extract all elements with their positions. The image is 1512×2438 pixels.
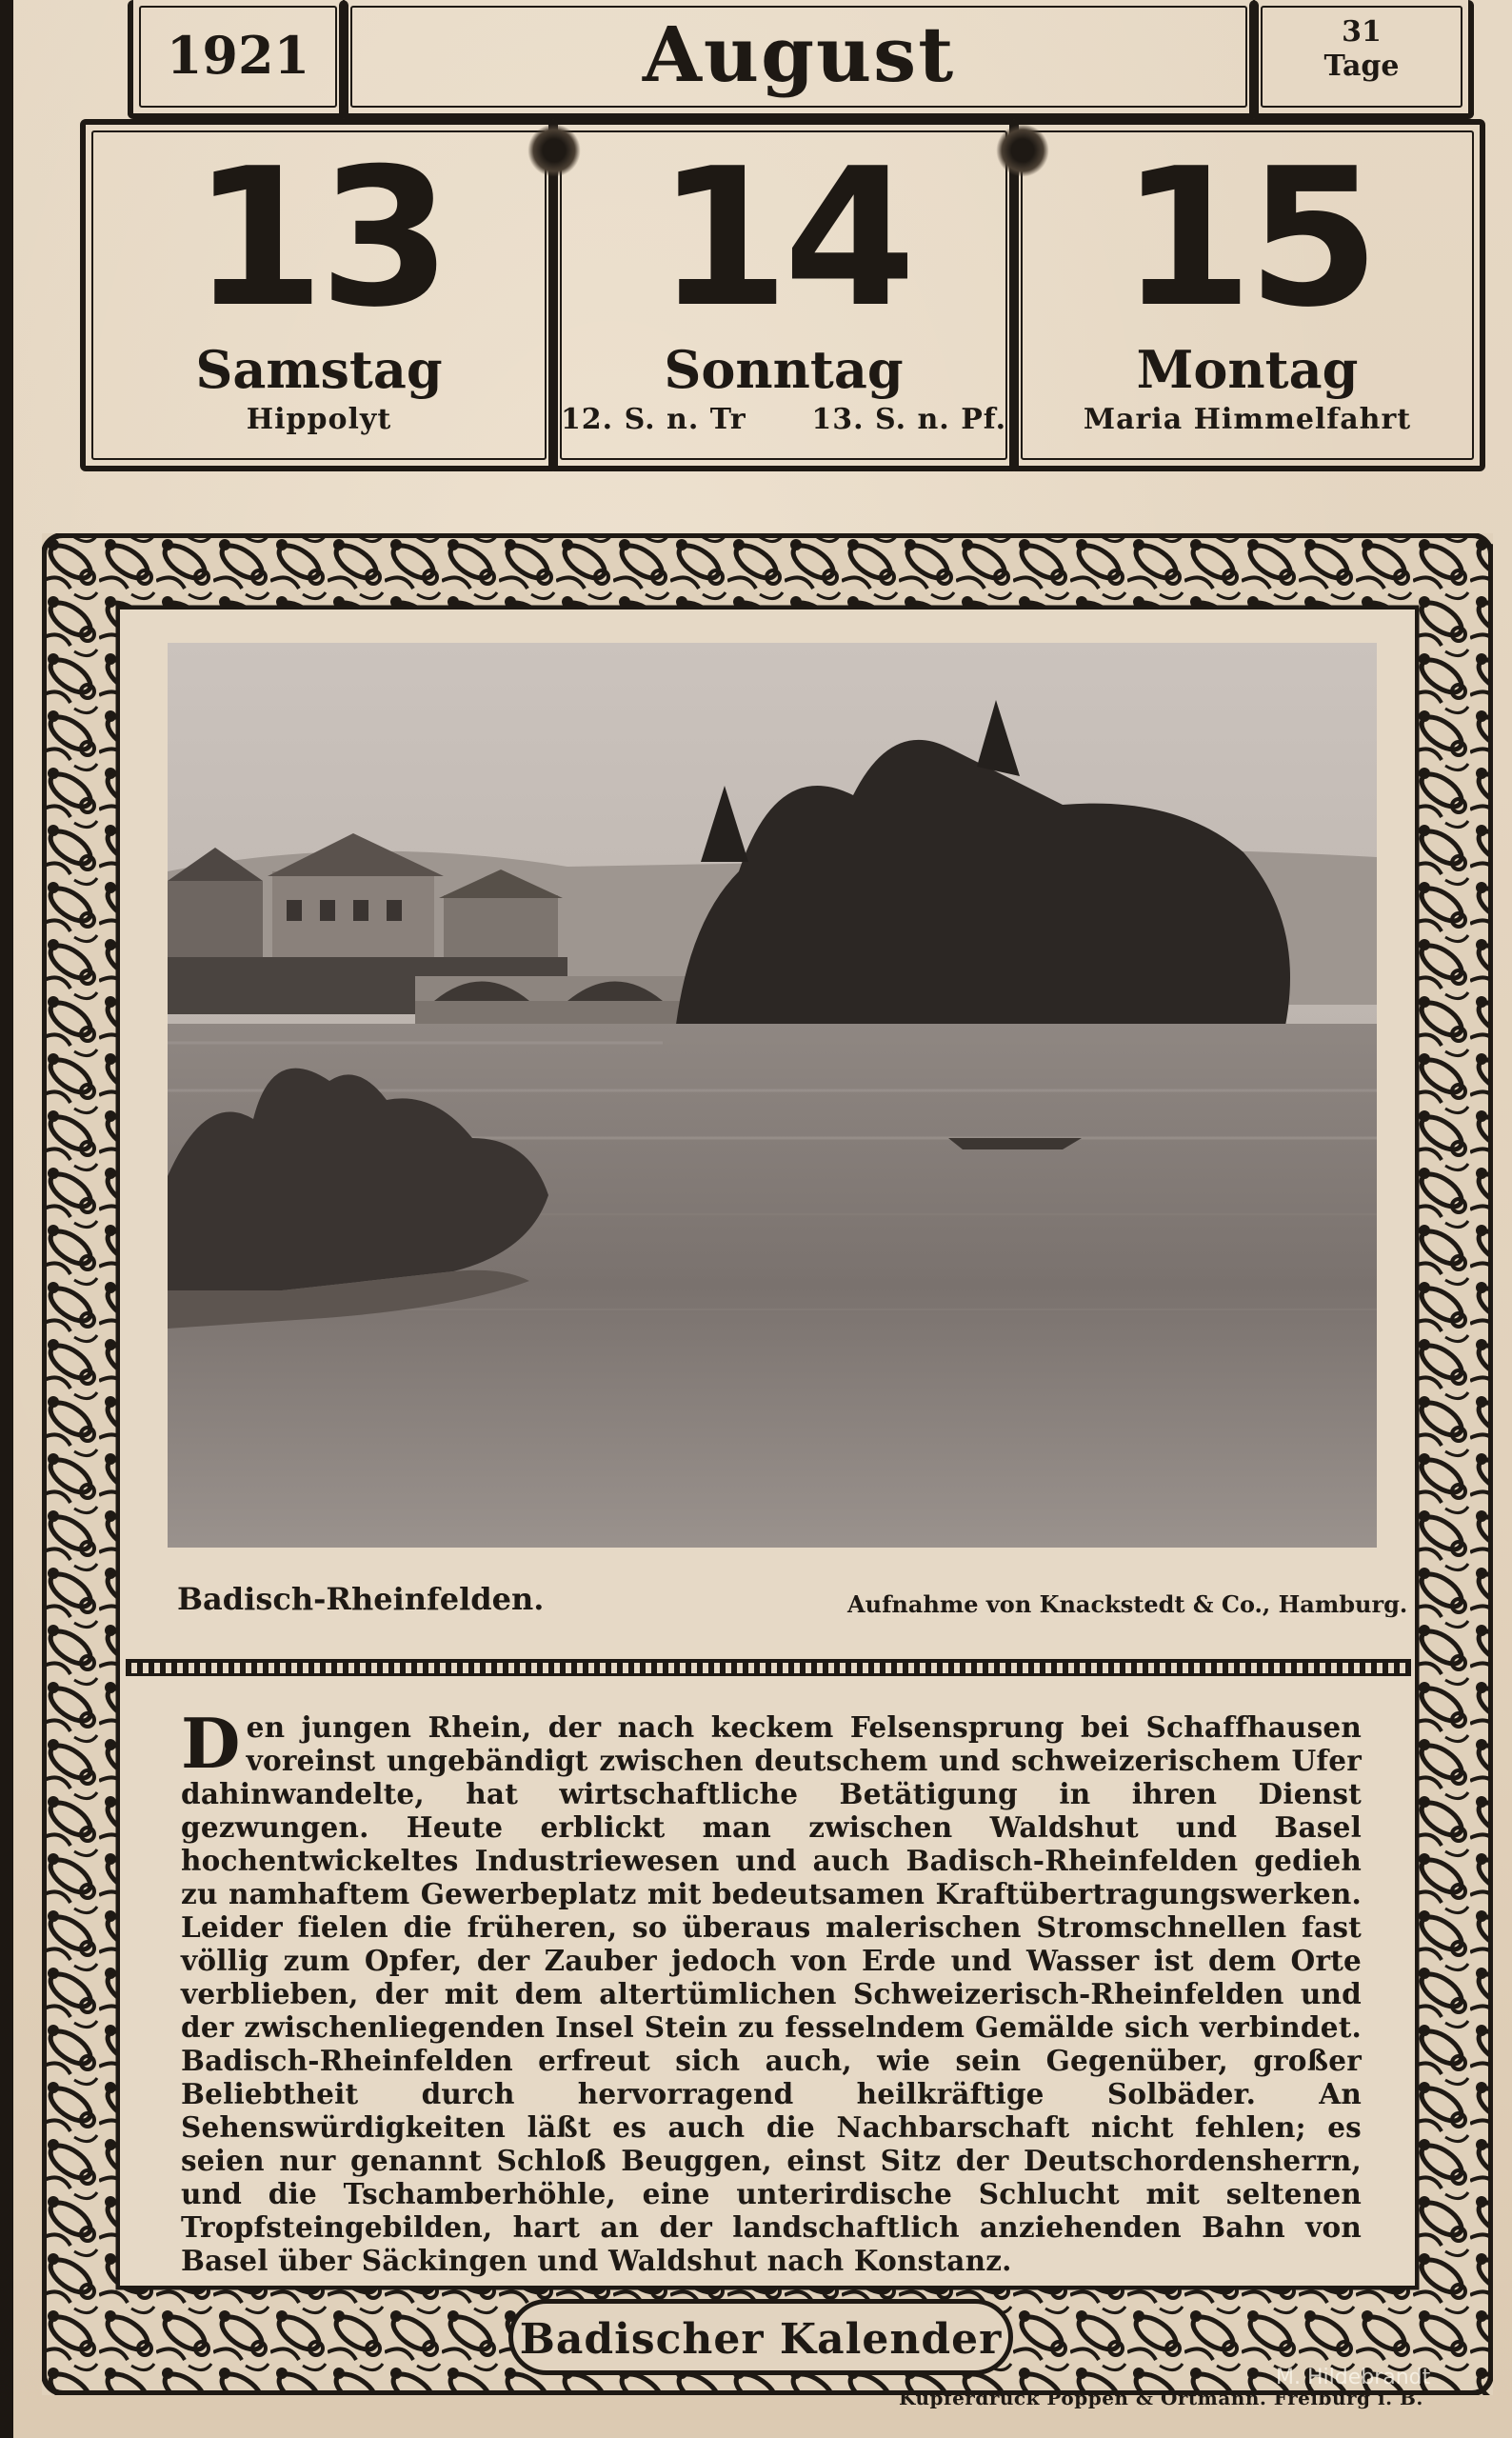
river-photo — [168, 643, 1377, 1548]
days-count-box — [1249, 0, 1474, 119]
footer-banner-title: Badischer Kalender — [519, 2315, 1003, 2364]
weekday-label: Montag — [1136, 339, 1359, 400]
year-box — [128, 0, 348, 119]
footer-banner — [508, 2299, 1013, 2375]
printer-credit: Kupferdruck Poppen & Ortmann. Freiburg i. B. — [899, 2387, 1423, 2409]
ornamental-divider — [126, 1659, 1411, 1676]
photo-caption-title: Badisch-Rheinfelden. — [177, 1581, 545, 1617]
day-note: Hippolyt — [246, 403, 392, 436]
watermark: M. Hildebrandt — [1276, 2366, 1431, 2389]
calendar-page — [13, 0, 1512, 2438]
day-note: Maria Himmelfahrt — [1083, 403, 1412, 436]
day-box-14 — [548, 119, 1019, 471]
month-title: August — [642, 10, 956, 99]
weekday-label: Sonntag — [664, 339, 904, 400]
day-box-15 — [1009, 119, 1485, 471]
photo-caption-credit: Aufnahme von Knackstedt & Co., Hamburg. — [847, 1590, 1408, 1618]
days-count-label: Tage — [1323, 50, 1400, 83]
ornament-pinecone-icon — [996, 124, 1049, 177]
ornament-pinecone-icon — [527, 124, 581, 177]
month-box — [339, 0, 1259, 119]
days-count: 31 — [1342, 15, 1382, 49]
day-number: 15 — [1120, 128, 1375, 350]
day-box-13 — [80, 119, 558, 471]
day-note: 12. S. n. Tr 13. S. n. Pf. — [560, 403, 1007, 436]
weekday-label: Samstag — [195, 339, 443, 400]
year-label: 1921 — [166, 25, 310, 86]
day-number: 13 — [191, 128, 447, 350]
article-body: Den jungen Rhein, der nach keckem Felsensprung bei Schaffhausen voreinst ungebändigt zwischen deutschem und schweizerischem Ufer dahinwandelte, hat wirtschaftliche Betätigung in ihren Dienst gezwungen. Heute erblickt man zwischen Waldshut und Basel hochentwickeltes Industriewesen und auch Badisch-Rheinfelden gedieh zu namhaftem Gewerbeplatz mit bedeutsamen Kraftübertragungswerken. Leider fielen die früheren, so überaus malerischen Stromschnellen fast völlig zum Opfer, der Zauber jedoch von Erde und Wasser ist dem Orte verblieben, der mit dem altertümlichen Schweizerisch-Rheinfelden und der zwischenliegenden Insel Stein zu fesselndem Gemälde sich verbindet. Badisch-Rheinfelden erfreut sich auch, wie sein Gegenüber, großer Beliebtheit durch hervorragend heilkräftige Solbäder. An Sehenswürdigkeiten läßt es auch die Nachbarschaft nicht fehlen; es seien nur genannt Schloß Beuggen, einst Sitz der Deutschordensherrn, und die Tschamberhöhle, eine unterirdische Schlucht mit seltenen Tropfsteingebilden, hart an der landschaftlich anziehenden Bahn von Basel über Säckingen und Waldshut nach Konstanz. — [181, 1703, 1362, 2277]
day-number: 14 — [656, 128, 911, 350]
